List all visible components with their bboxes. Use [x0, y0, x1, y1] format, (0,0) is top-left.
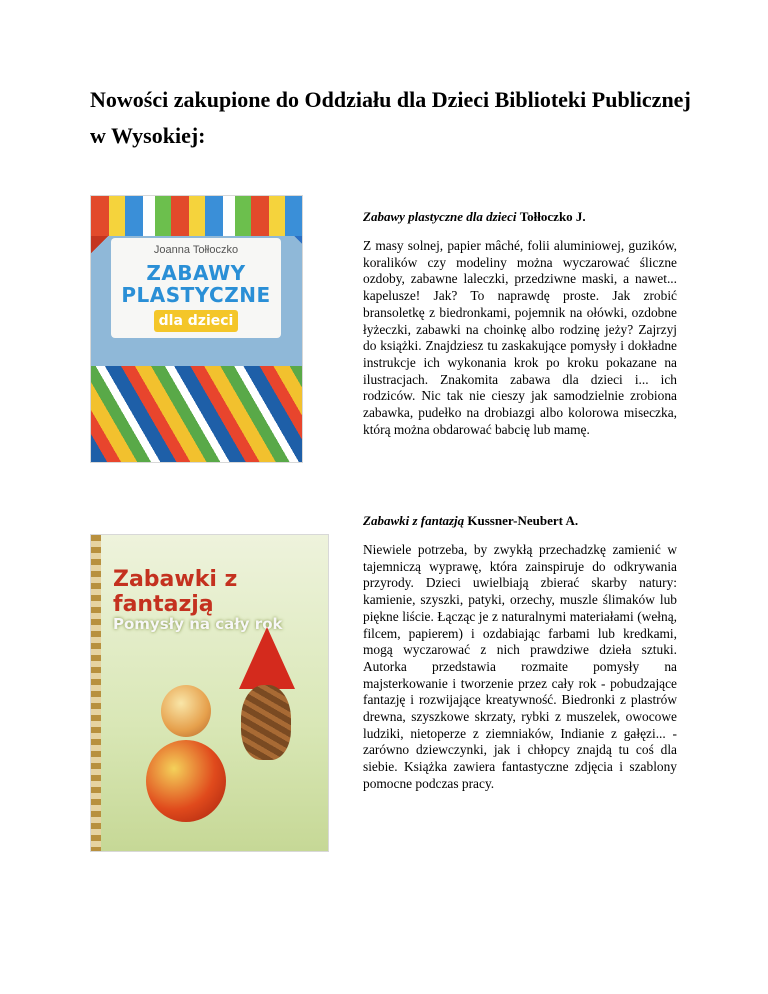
book-text: [363, 208, 677, 438]
book-author: Kussner-Neubert A.: [467, 513, 579, 528]
book-author: Tołłoczko J.: [519, 209, 586, 224]
cover-collage: [91, 366, 302, 462]
cover-title-line: PLASTYCZNE: [121, 283, 271, 307]
cover-figure-body: [146, 740, 226, 822]
cover-figure-cone: [241, 685, 291, 760]
book-title: Zabawki z fantazją: [363, 513, 465, 528]
cover-figure-head: [161, 685, 211, 737]
cover-collage: [91, 196, 302, 236]
cover-title-panel: [111, 238, 281, 338]
cover-title: Zabawki z fantazją: [113, 567, 238, 617]
book-heading: [363, 512, 677, 530]
book-description: Niewiele potrzeba, by zwykłą przechadzkę zamienić w tajemniczą wyprawę, która zainspiruje do odkrywania przyrody. Dzieci uwielbiają zbierać skarby natury: kamienie, szyszki, patyki, orzechy, muszle ślimaków lub piękne liście. Łącząc je z naturalnymi materiałami (wełną, filcem, papierem) i ozdabiając farbami lub kredkami, mogą wyczarować z nich prawdziwe dzieła sztuki. Autorka przedstawia rozmaite pomysły na majsterkowanie i tworzenie przez cały rok - pobudzające fantazję i rozwijające kreatywność. Biedronki z plastrów drewna, szyszkowe skrzaty, rybki z muszelek, owocowe ludziki, nietoperze z ziemniaków, Indianie z gałęzi... - zarówno dziewczynki, jak i chłopcy znajdą tu coś dla siebie. Książka zawiera fantastyczne zdjęcia i szablony pomocne podczas pracy.: [363, 542, 677, 791]
cover-decoration: [91, 535, 101, 851]
cover-subtitle: Pomysły na cały rok: [113, 615, 283, 633]
book-cover-image: [90, 195, 303, 463]
book-heading: [363, 208, 677, 226]
book-description: Z masy solnej, papier mâché, folii aluminiowej, guzików, koralików czy modeliny można wyczarować śliczne ozdoby, zabawne laleczki, przedziwne maski, a nawet... kapelusze! Jak? To naprawdę proste. Jak zrobić bransoletkę z biedronkami, pojemnik na ołówki, ozdobne łyżeczki, zabawki na choinkę albo rodzinę jeży? Zajrzyj do książki. Znajdziesz tu zaskakujące pomysły i dokładne instrukcje ich wykonania krok po kroku pokazane na ilustracjach. Znakomita zabawa dla dzieci i... ich rodziców. Nic tak nie cieszy jak samodzielnie zrobiona zabawka, pudełko na drobiazgi albo kolorowa miseczka, którą można obdarować babcię lub mamę.: [363, 238, 677, 437]
cover-title: [111, 262, 281, 306]
cover-author: Joanna Tołłoczko: [153, 244, 239, 256]
book-title: Zabawy plastyczne dla dzieci: [363, 209, 517, 224]
page-title: Nowości zakupione do Oddziału dla Dzieci Biblioteki Publicznej w Wysokiej:: [90, 87, 691, 148]
book-text: [363, 512, 677, 793]
cover-figure-hat: [239, 627, 295, 689]
cover-title-line: ZABAWY: [146, 261, 246, 285]
book-cover-image: [90, 534, 329, 852]
cover-subtitle: dla dzieci: [154, 310, 238, 332]
